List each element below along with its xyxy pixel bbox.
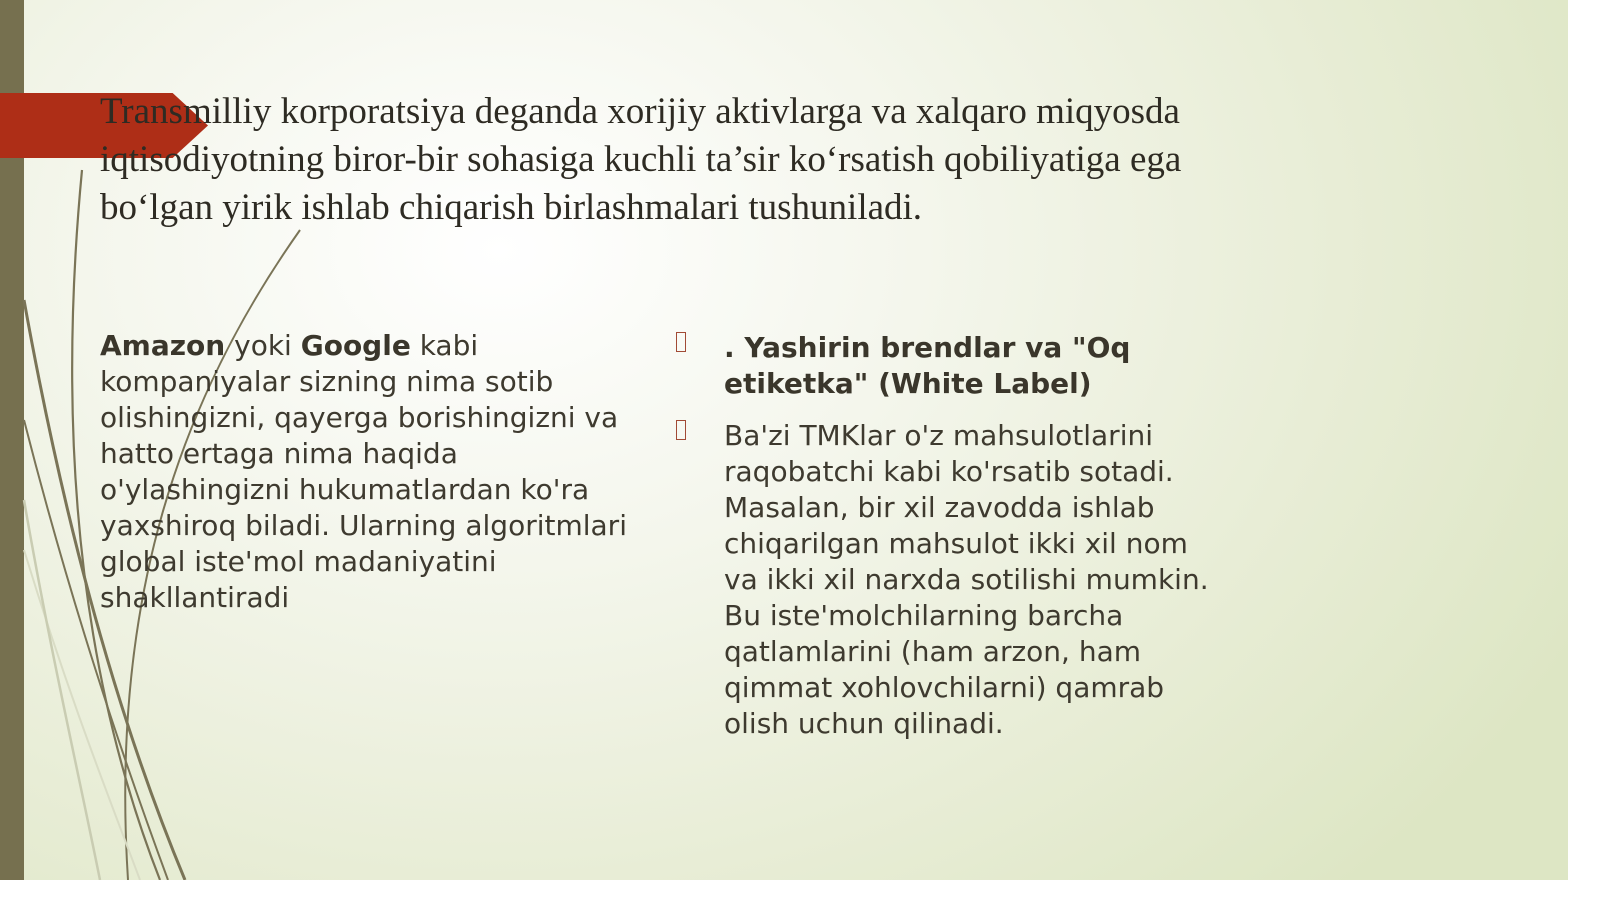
bullet-item: [676, 330, 1216, 402]
text-fragment: kabi kompaniyalar sizning nima sotib olishingizni, qayerga borishingizni va hatto ertaga nima haqida o'ylashingizni hukumatlardan ko'ra yaxshiroq biladi. Ularning algoritmlari global iste'mol madaniyatini shakllantiradi: [100, 329, 627, 614]
square-bullet-icon: [676, 332, 686, 352]
square-bullet-icon: [676, 420, 686, 440]
bullet-heading: . Yashirin brendlar va "Oq etiketka" (White Label): [724, 331, 1131, 400]
right-border: [1568, 0, 1600, 899]
slide-title: Transmilliy korporatsiya deganda xorijiy aktivlarga va xalqaro miqyosda iqtisodiyotning biror-bir sohasiga kuchli ta’sir ko‘rsatish qobiliyatiga ega bo‘lgan yirik ishlab chiqarish birlashmalari tushuniladi.: [100, 91, 1182, 228]
bullet-text: Ba'zi TMKlar o'z mahsulotlarini raqobatchi kabi ko'rsatib sotadi. Masalan, bir xil zavodda ishlab chiqarilgan mahsulot ikki xil nom va ikki xil narxda sotilishi mumkin. Bu iste'molchilarning barcha qatlamlarini (ham arzon, ham qimmat xohlovchilarni) qamrab olish uchun qilinadi.: [724, 419, 1209, 740]
brand-google: Google: [300, 329, 411, 362]
bullet-item: [676, 418, 1216, 742]
text-fragment: yoki: [225, 329, 301, 362]
right-bullet-list: [676, 330, 1216, 742]
left-text-block: [100, 328, 640, 616]
brand-amazon: Amazon: [100, 329, 226, 362]
bottom-border: [0, 880, 1600, 899]
